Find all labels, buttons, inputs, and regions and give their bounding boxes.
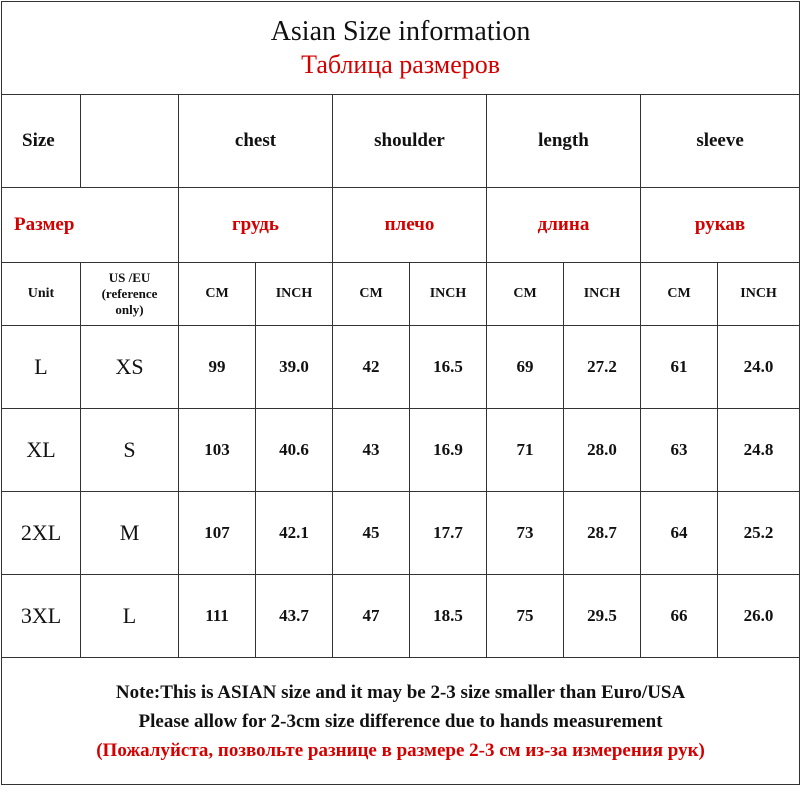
header-length-ru: длина xyxy=(487,188,641,263)
title-ru: Таблица размеров xyxy=(301,50,501,79)
sleeve-inch: 24.8 xyxy=(718,409,800,492)
sleeve-inch: 26.0 xyxy=(718,575,800,658)
unit-inch: INCH xyxy=(256,263,333,326)
asian-size: 2XL xyxy=(2,492,81,575)
chest-inch: 39.0 xyxy=(256,326,333,409)
sleeve-cm: 61 xyxy=(641,326,718,409)
header-shoulder-ru: плечо xyxy=(333,188,487,263)
length-cm: 71 xyxy=(487,409,564,492)
unit-cm: CM xyxy=(333,263,410,326)
header-sleeve: sleeve xyxy=(641,95,800,188)
length-inch: 28.7 xyxy=(564,492,641,575)
unit-cm: CM xyxy=(179,263,256,326)
header-chest: chest xyxy=(179,95,333,188)
unit-cm: CM xyxy=(641,263,718,326)
header-chest-ru: грудь xyxy=(179,188,333,263)
chest-cm: 111 xyxy=(179,575,256,658)
chest-cm: 103 xyxy=(179,409,256,492)
table-row xyxy=(2,575,800,658)
chest-cm: 99 xyxy=(179,326,256,409)
length-cm: 75 xyxy=(487,575,564,658)
chest-cm: 107 xyxy=(179,492,256,575)
header-row-ru xyxy=(2,188,800,263)
length-cm: 69 xyxy=(487,326,564,409)
header-row-en xyxy=(2,95,800,188)
unit-label: Unit xyxy=(2,263,81,326)
chest-inch: 42.1 xyxy=(256,492,333,575)
us-eu-size: XS xyxy=(81,326,179,409)
shoulder-cm: 47 xyxy=(333,575,410,658)
header-shoulder: shoulder xyxy=(333,95,487,188)
sleeve-cm: 64 xyxy=(641,492,718,575)
unit-cm: CM xyxy=(487,263,564,326)
asian-size: L xyxy=(2,326,81,409)
length-inch: 28.0 xyxy=(564,409,641,492)
sleeve-cm: 66 xyxy=(641,575,718,658)
unit-inch: INCH xyxy=(718,263,800,326)
sleeve-cm: 63 xyxy=(641,409,718,492)
title-en: Asian Size information xyxy=(270,16,531,47)
shoulder-inch: 16.5 xyxy=(410,326,487,409)
us-eu-line3: only) xyxy=(115,302,144,317)
us-eu-label xyxy=(81,263,179,326)
shoulder-inch: 16.9 xyxy=(410,409,487,492)
chest-inch: 43.7 xyxy=(256,575,333,658)
us-eu-size: S xyxy=(81,409,179,492)
length-cm: 73 xyxy=(487,492,564,575)
shoulder-inch: 18.5 xyxy=(410,575,487,658)
chest-inch: 40.6 xyxy=(256,409,333,492)
us-eu-size: M xyxy=(81,492,179,575)
unit-inch: INCH xyxy=(410,263,487,326)
unit-row xyxy=(2,263,800,326)
note-line-1: Note:This is ASIAN size and it may be 2-3 size smaller than Euro/USA xyxy=(115,681,686,703)
unit-inch: INCH xyxy=(564,263,641,326)
header-sleeve-ru: рукав xyxy=(641,188,800,263)
table-row xyxy=(2,409,800,492)
asian-size: XL xyxy=(2,409,81,492)
table-row xyxy=(2,326,800,409)
length-inch: 27.2 xyxy=(564,326,641,409)
sleeve-inch: 24.0 xyxy=(718,326,800,409)
header-length: length xyxy=(487,95,641,188)
asian-size: 3XL xyxy=(2,575,81,658)
header-size-ru: Размер xyxy=(2,188,179,263)
us-eu-line1: US /EU xyxy=(108,270,151,285)
us-eu-line2: (reference xyxy=(101,286,158,301)
shoulder-cm: 42 xyxy=(333,326,410,409)
note-line-3-ru: (Пожалуйста, позвольте разнице в размере 2-3 см из-за измерения рук) xyxy=(96,739,705,761)
sleeve-inch: 25.2 xyxy=(718,492,800,575)
title-cell xyxy=(2,2,800,95)
note-line-2: Please allow for 2-3cm size difference due to hands measurement xyxy=(138,710,663,732)
length-inch: 29.5 xyxy=(564,575,641,658)
note-cell xyxy=(2,658,800,785)
shoulder-cm: 45 xyxy=(333,492,410,575)
header-blank xyxy=(81,95,179,188)
table-row xyxy=(2,492,800,575)
header-size: Size xyxy=(2,95,81,188)
us-eu-size: L xyxy=(81,575,179,658)
shoulder-cm: 43 xyxy=(333,409,410,492)
size-table xyxy=(1,1,800,785)
shoulder-inch: 17.7 xyxy=(410,492,487,575)
